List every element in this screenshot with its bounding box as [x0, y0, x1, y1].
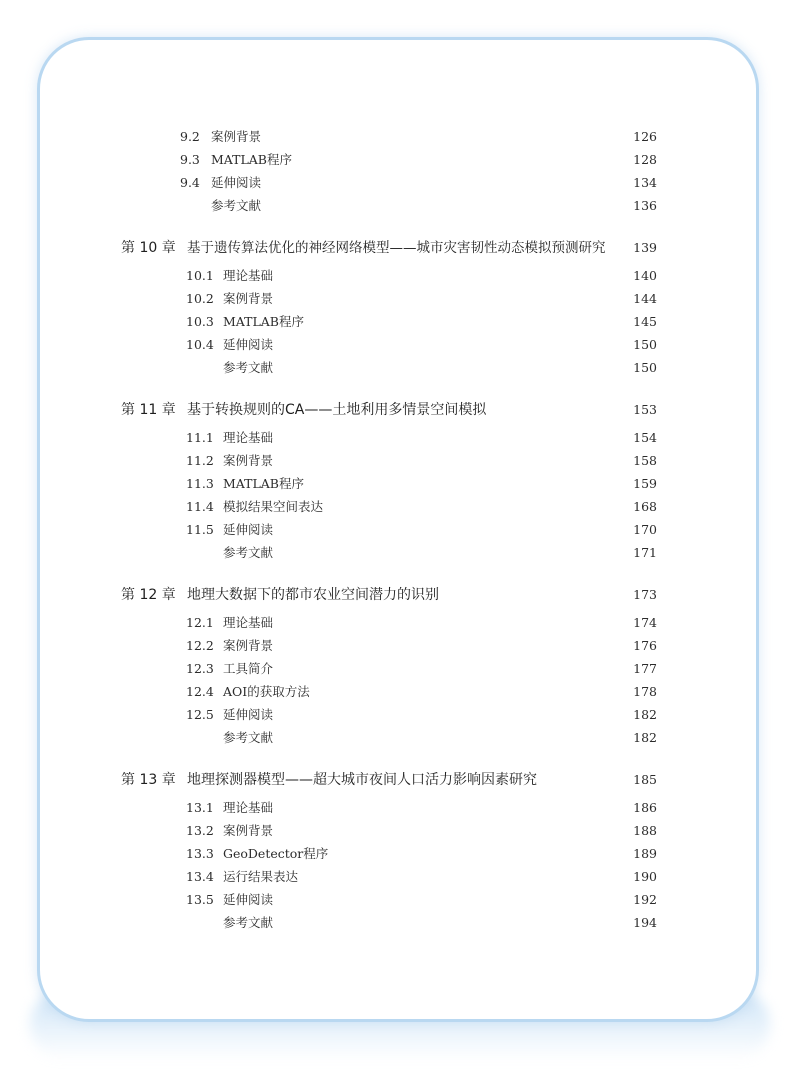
page-number: 186	[633, 800, 657, 815]
toc-chapter[interactable]	[121, 584, 439, 606]
page-number: 159	[633, 476, 657, 491]
section-title: 模拟结果空间表达	[223, 499, 324, 514]
section-number: 9.2	[180, 129, 200, 144]
chapter-number: 第 13 章	[121, 772, 176, 788]
section-number: 11.5	[186, 522, 214, 537]
toc-entry[interactable]	[223, 357, 273, 379]
page-number: 178	[633, 684, 657, 699]
section-title: 参考文献	[223, 360, 274, 375]
toc-entry[interactable]	[211, 195, 261, 217]
section-number: 12.5	[186, 707, 214, 722]
page-number: 190	[633, 869, 657, 884]
toc-chapter[interactable]	[121, 769, 537, 791]
section-number: 10.2	[186, 291, 214, 306]
section-number: 9.4	[180, 175, 200, 190]
toc-entry[interactable]	[186, 265, 273, 287]
section-title: 延伸阅读	[223, 522, 274, 537]
page-number: 188	[633, 823, 657, 838]
page-number: 189	[633, 846, 657, 861]
page-number: 154	[633, 430, 657, 445]
section-number: 13.3	[186, 846, 214, 861]
toc-entry[interactable]	[186, 797, 273, 819]
chapter-title: 地理大数据下的都市农业空间潜力的识别	[187, 587, 439, 603]
section-number: 10.4	[186, 337, 214, 352]
chapter-title: 基于转换规则的CA——土地利用多情景空间模拟	[187, 402, 487, 418]
section-number: 12.4	[186, 684, 214, 699]
section-title: MATLAB程序	[223, 314, 304, 329]
toc-entry[interactable]	[186, 681, 310, 703]
page-number: 177	[633, 661, 657, 676]
section-title: 理论基础	[223, 800, 274, 815]
toc-chapter[interactable]	[121, 237, 606, 259]
toc-entry[interactable]	[186, 612, 273, 634]
page-number: 194	[633, 915, 657, 930]
toc-entry[interactable]	[223, 912, 273, 934]
page-number: 171	[633, 545, 657, 560]
page-number: 153	[633, 402, 657, 417]
section-number: 12.2	[186, 638, 214, 653]
chapter-title: 地理探测器模型——超大城市夜间人口活力影响因素研究	[187, 772, 537, 788]
section-title: 案例背景	[223, 291, 274, 306]
section-title: 延伸阅读	[223, 337, 274, 352]
page-number: 126	[633, 129, 657, 144]
toc-entry[interactable]	[186, 704, 273, 726]
page-number: 192	[633, 892, 657, 907]
section-number: 10.1	[186, 268, 214, 283]
page-number: 158	[633, 453, 657, 468]
page-number: 176	[633, 638, 657, 653]
toc-entry[interactable]	[180, 126, 261, 148]
section-title: 参考文献	[211, 198, 262, 213]
toc-entry[interactable]	[186, 288, 273, 310]
toc-entry[interactable]	[186, 866, 298, 888]
page-number: 134	[633, 175, 657, 190]
section-title: 理论基础	[223, 430, 274, 445]
page-number: 128	[633, 152, 657, 167]
section-number: 12.3	[186, 661, 214, 676]
section-title: 理论基础	[223, 268, 274, 283]
section-title: 运行结果表达	[223, 869, 299, 884]
toc-entry[interactable]	[186, 427, 273, 449]
section-title: MATLAB程序	[223, 476, 304, 491]
section-title: GeoDetector程序	[223, 846, 329, 861]
section-title: 参考文献	[223, 915, 274, 930]
toc-entry[interactable]	[186, 473, 304, 495]
page-number: 139	[633, 240, 657, 255]
section-title: 延伸阅读	[223, 892, 274, 907]
toc-entry[interactable]	[186, 496, 323, 518]
section-number: 10.3	[186, 314, 214, 329]
section-title: 案例背景	[223, 823, 274, 838]
section-number: 12.1	[186, 615, 214, 630]
page-number: 174	[633, 615, 657, 630]
section-title: 参考文献	[223, 545, 274, 560]
section-number: 13.4	[186, 869, 214, 884]
toc-entry[interactable]	[186, 843, 328, 865]
page-number: 145	[633, 314, 657, 329]
page-number: 170	[633, 522, 657, 537]
section-title: 理论基础	[223, 615, 274, 630]
toc-entry[interactable]	[186, 820, 273, 842]
section-title: 工具简介	[223, 661, 274, 676]
chapter-number: 第 11 章	[121, 402, 176, 418]
section-title: 案例背景	[223, 638, 274, 653]
toc-entry[interactable]	[186, 450, 273, 472]
page-number: 150	[633, 337, 657, 352]
chapter-number: 第 12 章	[121, 587, 176, 603]
toc-entry[interactable]	[223, 542, 273, 564]
section-number: 9.3	[180, 152, 200, 167]
section-number: 13.5	[186, 892, 214, 907]
page-number: 182	[633, 730, 657, 745]
section-title: MATLAB程序	[211, 152, 292, 167]
toc-entry[interactable]	[180, 149, 292, 171]
toc-entry[interactable]	[186, 635, 273, 657]
section-title: 案例背景	[211, 129, 262, 144]
section-number: 11.4	[186, 499, 214, 514]
page-number: 182	[633, 707, 657, 722]
section-number: 13.2	[186, 823, 214, 838]
section-title: 延伸阅读	[223, 707, 274, 722]
section-number: 11.3	[186, 476, 214, 491]
page-number: 173	[633, 587, 657, 602]
page-number: 140	[633, 268, 657, 283]
section-number: 11.2	[186, 453, 214, 468]
page-number: 150	[633, 360, 657, 375]
chapter-number: 第 10 章	[121, 240, 176, 256]
toc-entry[interactable]	[186, 334, 273, 356]
chapter-title: 基于遗传算法优化的神经网络模型——城市灾害韧性动态模拟预测研究	[187, 240, 606, 256]
toc-entry[interactable]	[180, 172, 261, 194]
toc-chapter[interactable]	[121, 399, 486, 421]
section-title: AOI的获取方法	[223, 684, 310, 699]
page-number: 185	[633, 772, 657, 787]
toc-entry[interactable]	[186, 519, 273, 541]
page-number: 136	[633, 198, 657, 213]
section-title: 延伸阅读	[211, 175, 262, 190]
page-number: 168	[633, 499, 657, 514]
toc-entry[interactable]	[223, 727, 273, 749]
page-number: 144	[633, 291, 657, 306]
section-number: 13.1	[186, 800, 214, 815]
section-title: 参考文献	[223, 730, 274, 745]
section-title: 案例背景	[223, 453, 274, 468]
section-number: 11.1	[186, 430, 214, 445]
toc-entry[interactable]	[186, 658, 273, 680]
toc-entry[interactable]	[186, 311, 304, 333]
toc-entry[interactable]	[186, 889, 273, 911]
